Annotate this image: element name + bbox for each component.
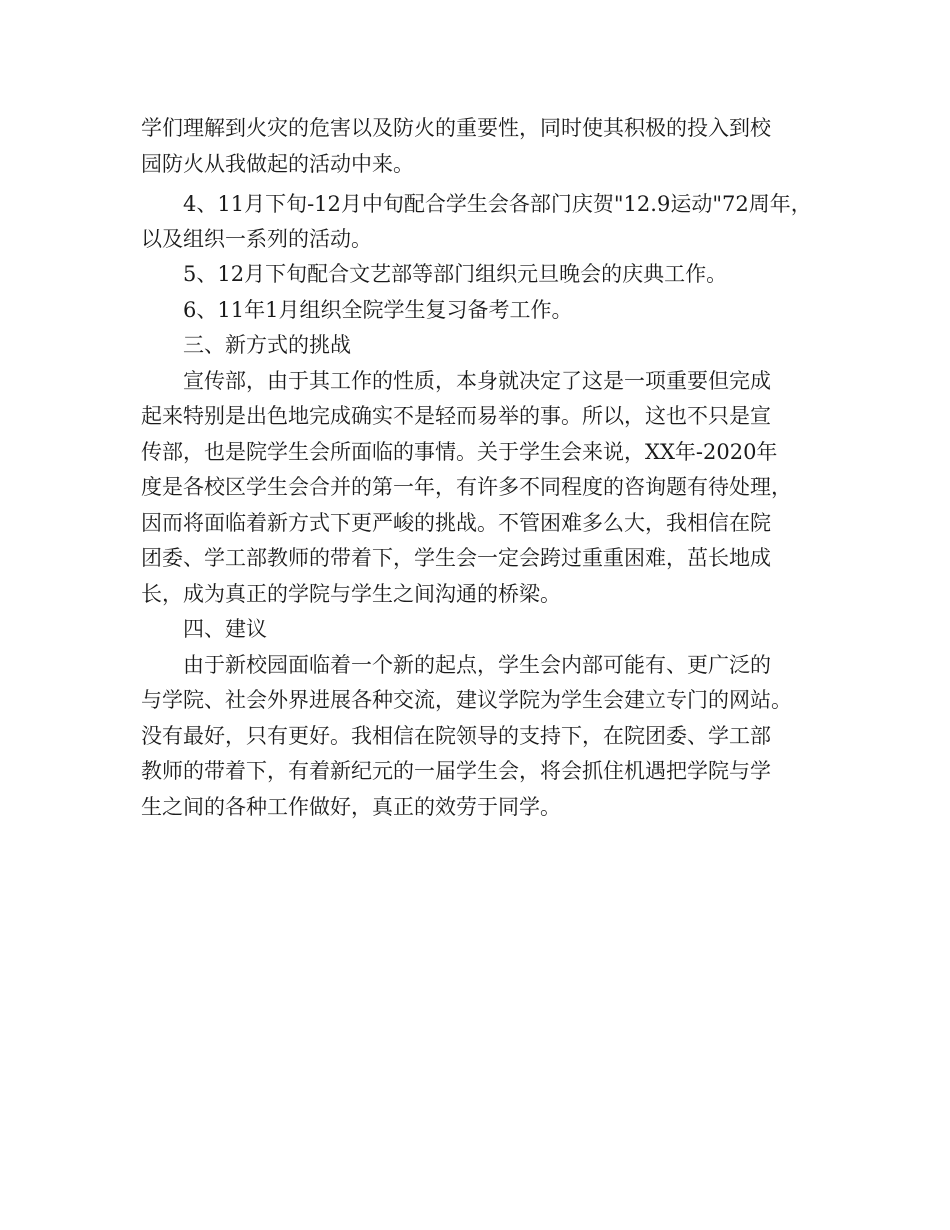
list-item-6: 6、11年1月组织全院学生复习备考工作。 bbox=[183, 298, 573, 322]
section-heading-3: 三、新方式的挑战 bbox=[183, 333, 351, 357]
paragraph-line: 没有最好，只有更好。我相信在院领导的支持下，在院团委、学工部 bbox=[141, 724, 771, 748]
text-line: 园防火从我做起的活动中来。 bbox=[141, 152, 414, 176]
list-item-4: 4、11月下旬-12月中旬配合学生会各部门庆贺"12.9运动"72周年， bbox=[183, 192, 812, 216]
paragraph-line: 起来特别是出色地完成确实不是轻而易举的事。所以，这也不只是宣 bbox=[141, 404, 771, 428]
text-line: 学们理解到火灾的危害以及防火的重要性，同时使其积极的投入到校 bbox=[141, 116, 771, 140]
paragraph-line: 传部，也是院学生会所面临的事情。关于学生会来说，XX年-2020年 bbox=[141, 440, 778, 464]
list-item-5: 5、12月下旬配合文艺部等部门组织元旦晚会的庆典工作。 bbox=[183, 262, 728, 286]
paragraph-line: 与学院、社会外界进展各种交流，建议学院为学生会建立专门的网站。 bbox=[141, 688, 792, 712]
paragraph-line: 团委、学工部教师的带着下，学生会一定会跨过重重困难，茁长地成 bbox=[141, 546, 771, 570]
paragraph-line: 宣传部，由于其工作的性质，本身就决定了这是一项重要但完成 bbox=[183, 369, 771, 393]
section-heading-4: 四、建议 bbox=[183, 617, 267, 641]
paragraph-line: 因而将面临着新方式下更严峻的挑战。不管困难多么大，我相信在院 bbox=[141, 511, 771, 535]
paragraph-line: 度是各校区学生会合并的第一年，有许多不同程度的咨询题有待处理， bbox=[141, 475, 792, 499]
paragraph-line: 由于新校园面临着一个新的起点，学生会内部可能有、更广泛的 bbox=[183, 653, 771, 677]
paragraph-line: 长，成为真正的学院与学生之间沟通的桥梁。 bbox=[141, 582, 561, 606]
text-line: 以及组织一系列的活动。 bbox=[141, 227, 372, 251]
paragraph-line: 生之间的各种工作做好，真正的效劳于同学。 bbox=[141, 795, 561, 819]
paragraph-line: 教师的带着下，有着新纪元的一届学生会，将会抓住机遇把学院与学 bbox=[141, 759, 771, 783]
